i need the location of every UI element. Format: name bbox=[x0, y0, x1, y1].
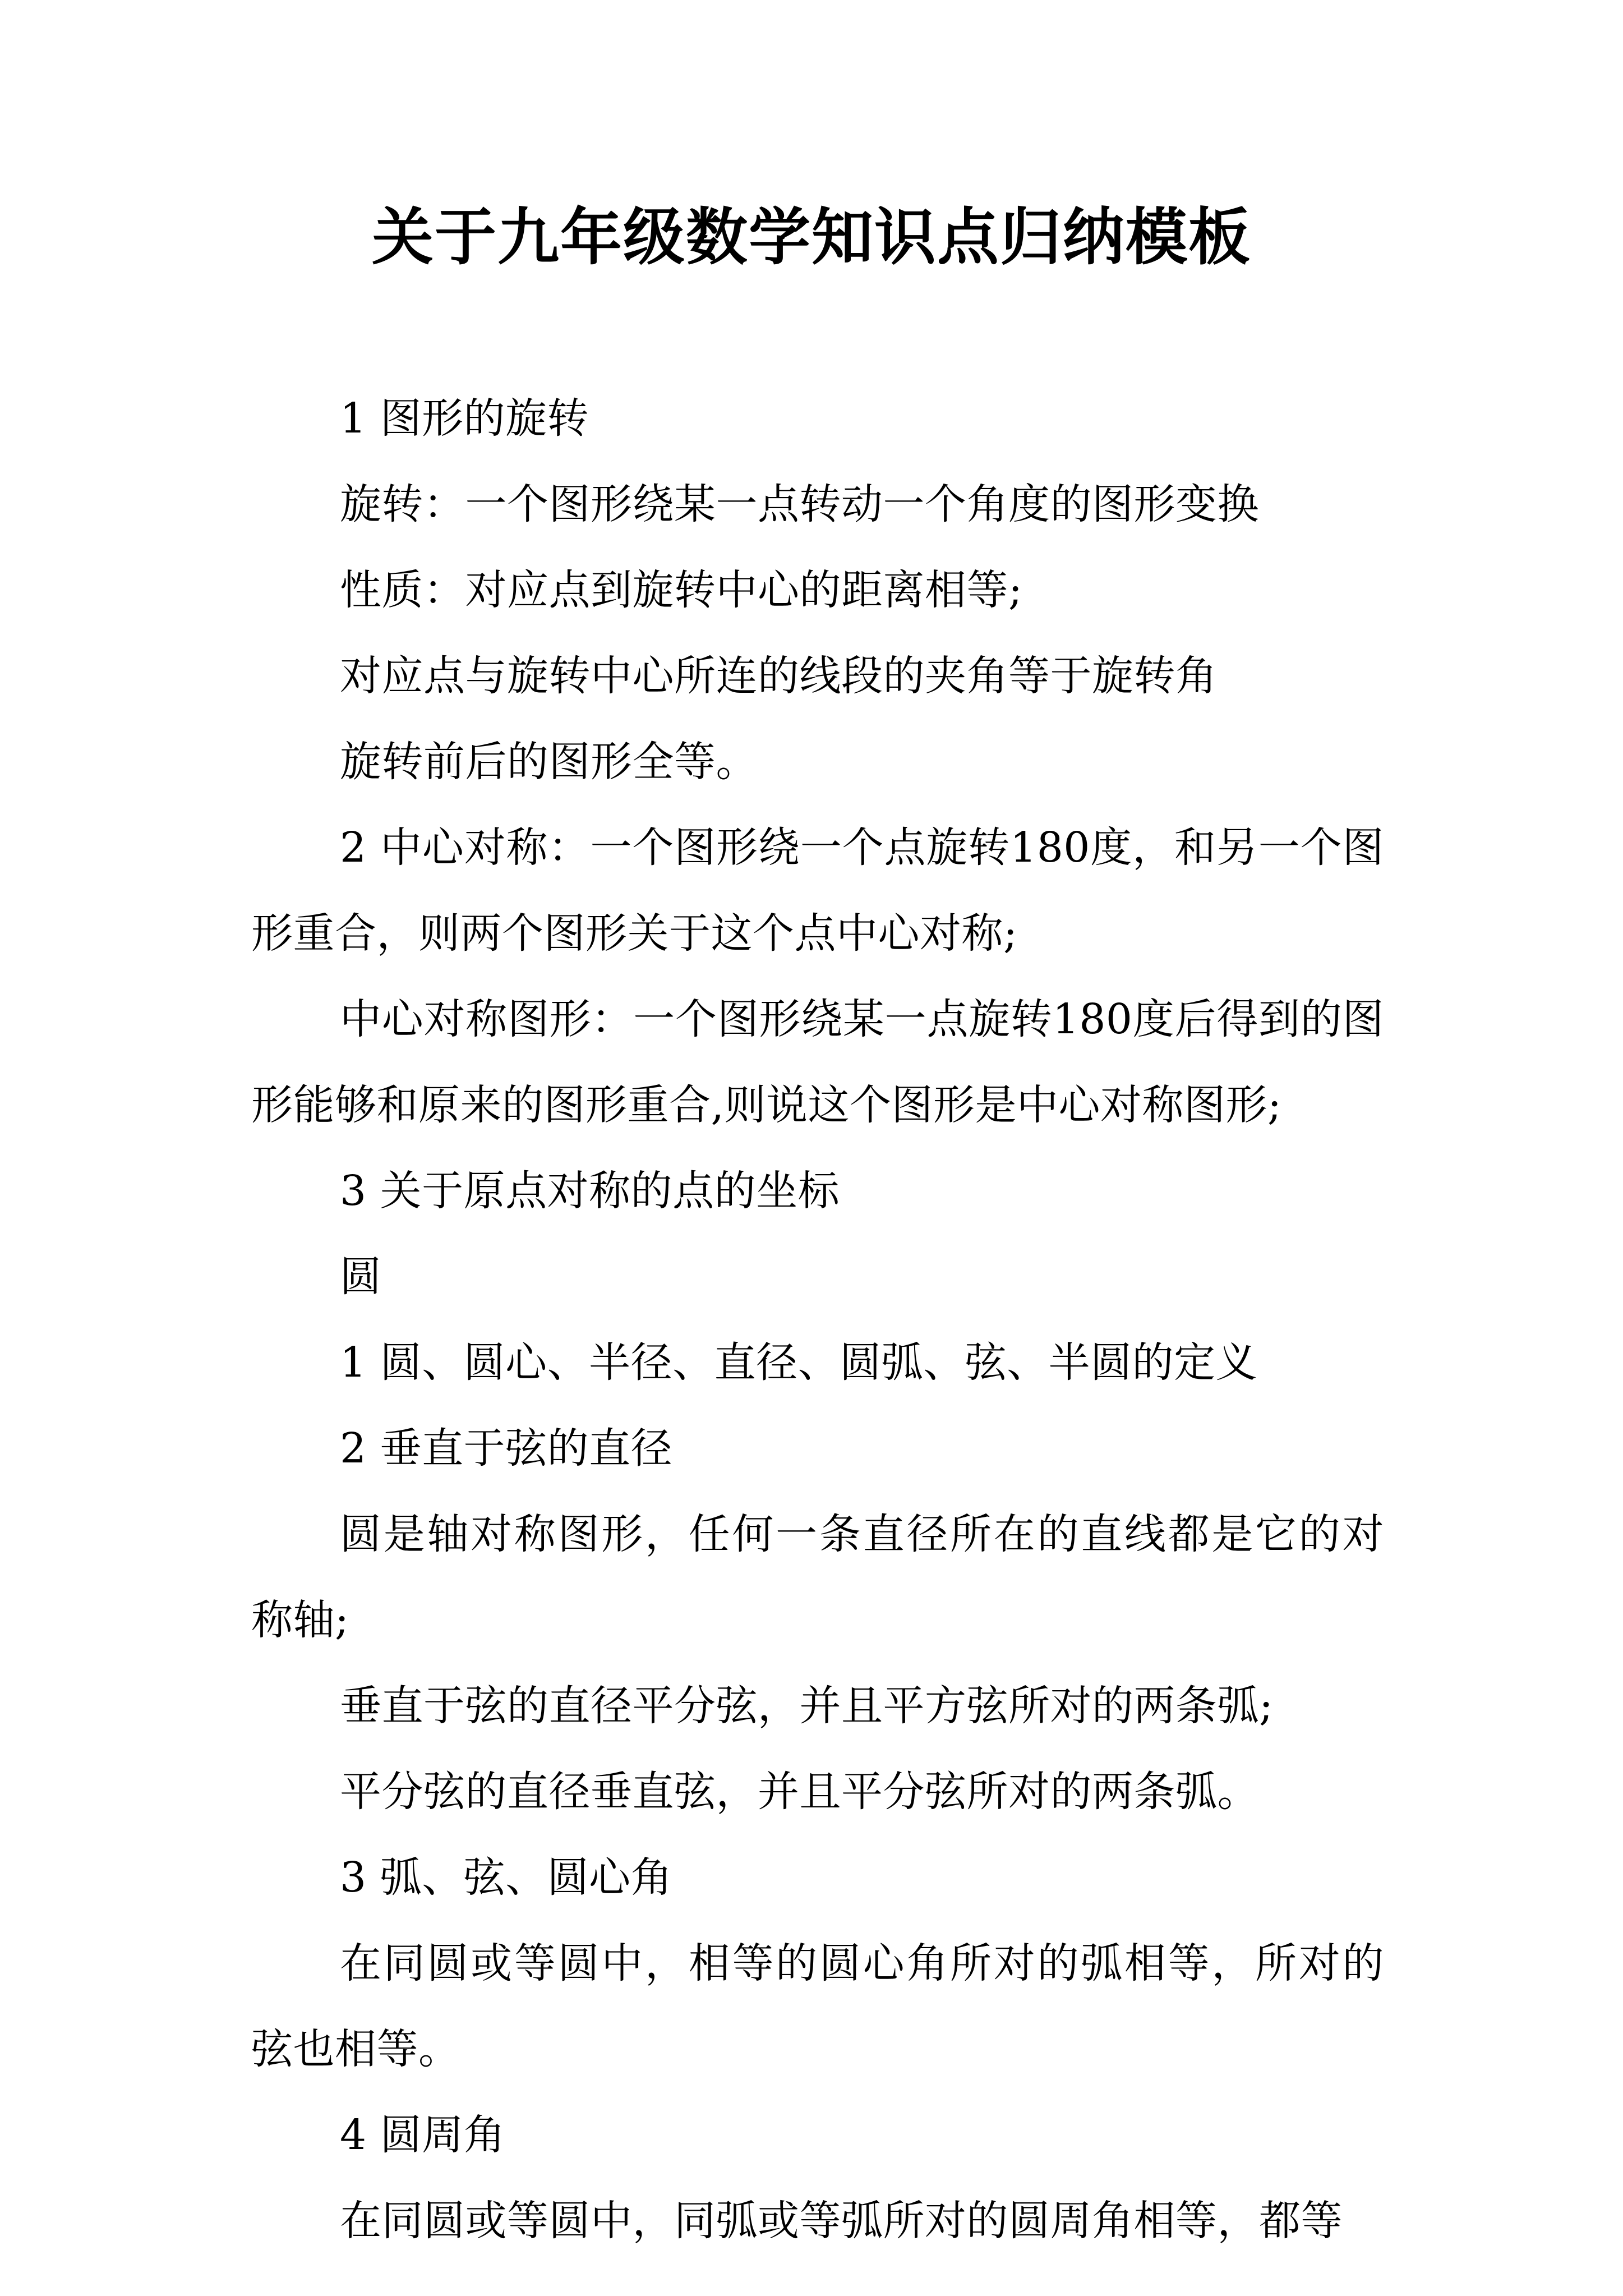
paragraph-axis-symmetry: 圆是轴对称图形，任何一条直径所在的直线都是它的对称轴; bbox=[251, 1510, 1384, 1644]
paragraph-central-symmetry: 2 中心对称：一个图形绕一个点旋转180度，和另一个图形重合，则两个图形关于这个点中心对称; bbox=[251, 823, 1384, 958]
document-title: 关于九年级数学知识点归纳模板 bbox=[372, 201, 1251, 273]
paragraph-rotation-angle: 对应点与旋转中心所连的线段的夹角等于旋转角 bbox=[340, 652, 1218, 700]
paragraph-origin-symmetry: 3 关于原点对称的点的坐标 bbox=[340, 1167, 840, 1215]
paragraph-bisecting-diameter: 平分弦的直径垂直弦，并且平分弦所对的两条弧。 bbox=[340, 1768, 1259, 1816]
paragraph-inscribed-angle-heading: 4 圆周角 bbox=[340, 2111, 506, 2159]
document-body bbox=[251, 376, 1384, 2264]
paragraph-equal-central-angles: 在同圆或等圆中，相等的圆心角所对的弧相等，所对的弦也相等。 bbox=[251, 1939, 1384, 2073]
paragraph-inscribed-angle: 在同圆或等圆中，同弧或等弧所对的圆周角相等，都等 bbox=[340, 2197, 1343, 2245]
paragraph-circle-heading: 圆 bbox=[340, 1253, 382, 1301]
paragraph-rotation-definition: 旋转：一个图形绕某一点转动一个角度的图形变换 bbox=[340, 480, 1259, 528]
paragraph-arc-chord-angle: 3 弧、弦、圆心角 bbox=[340, 1853, 673, 1902]
paragraph-diameter-bisects-chord: 垂直于弦的直径平分弦，并且平方弦所对的两条弧; bbox=[340, 1682, 1274, 1730]
paragraph-rotation-heading: 1 图形的旋转 bbox=[340, 394, 589, 443]
paragraph-circle-definitions: 1 圆、圆心、半径、直径、圆弧、弦、半圆的定义 bbox=[340, 1338, 1258, 1387]
paragraph-perpendicular-diameter: 2 垂直于弦的直径 bbox=[340, 1424, 673, 1473]
paragraph-rotation-property: 性质：对应点到旋转中心的距离相等; bbox=[340, 566, 1023, 614]
paragraph-centrosymmetric-figure: 中心对称图形：一个图形绕某一点旋转180度后得到的图形能够和原来的图形重合,则说这个图形是中心对称图形; bbox=[251, 995, 1384, 1129]
paragraph-rotation-congruent: 旋转前后的图形全等。 bbox=[340, 738, 758, 786]
